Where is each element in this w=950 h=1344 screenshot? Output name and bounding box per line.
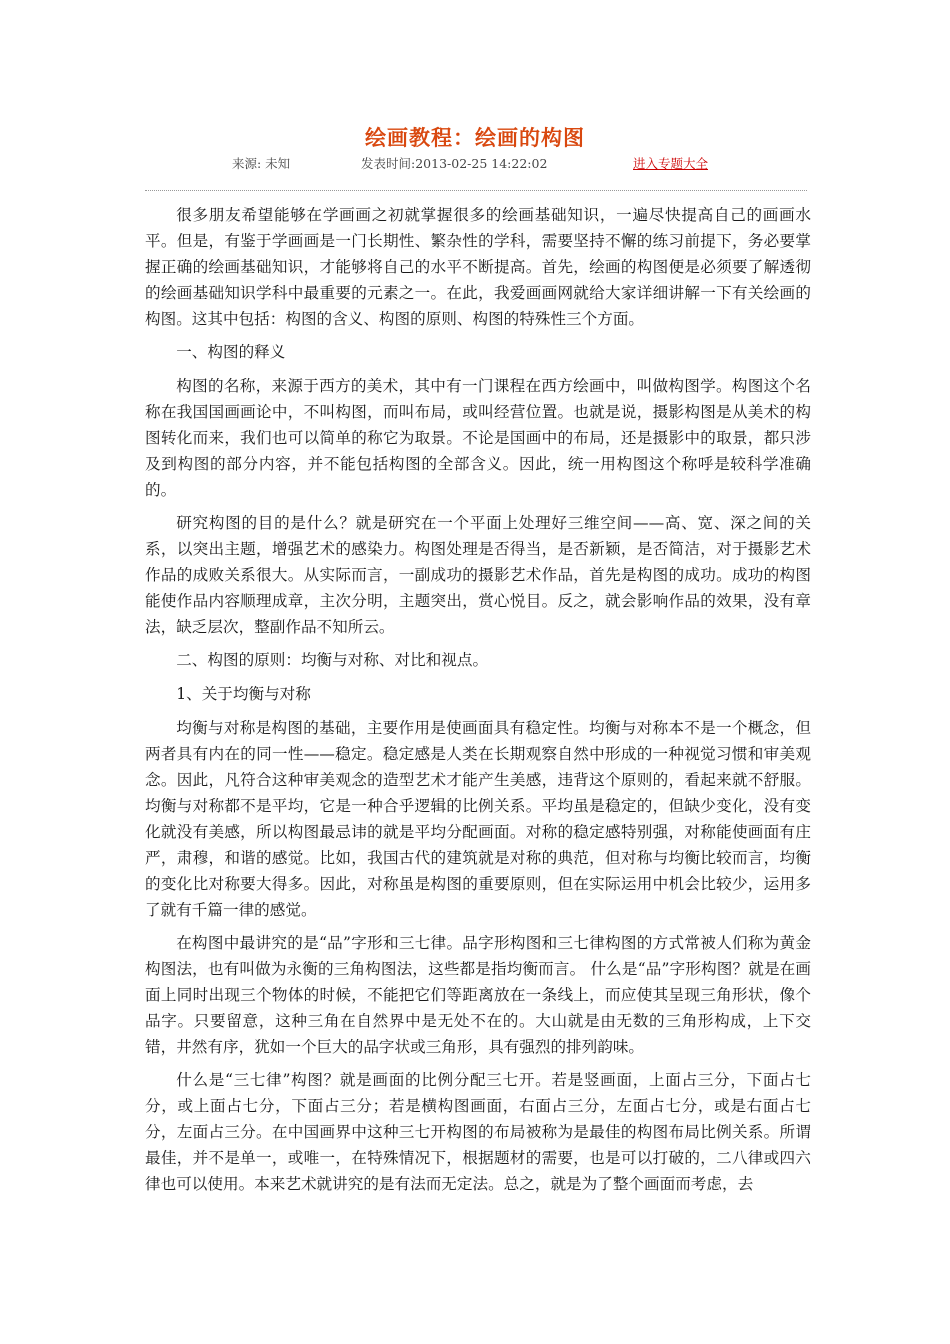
topic-index-link[interactable]: 进入专题大全 [633,156,709,171]
article-title: 绘画教程：绘画的构图 [365,126,585,150]
article-publish-time: 发表时间:2013-02-25 14:22:02 [361,156,548,171]
paragraph-definition: 构图的名称，来源于西方的美术，其中有一门课程在西方绘画中，叫做构图学。构图这个名称在我国国画画论中，不叫构图，而叫布局，或叫经营位置。也就是说，摄影构图是从美术的构图转化而来，我们也可以简单的称它为取景。不论是国画中的布局，还是摄影中的取景，都只涉及到构图的部分内容，并不能包括构图的全部含义。因此，统一用构图这个称呼是较科学准确的。 [145,377,811,499]
paragraph-triangle: 在构图中最讲究的是“品”字形和三七律。品字形构图和三七律构图的方式常被人们称为黄金构图法，也有叫做为永衡的三角构图法，这些都是指均衡而言。 什么是“品”字形构图？就是在画面上同时出现三个物体的时候，不能把它们等距离放在一条线上，而应使其呈现三角形状，像个品字。只要留意，这种三角在自然界中是无处不在的。大山就是由无数的三角形构成，上下交错，井然有序，犹如一个巨大的品字状或三角形，具有强烈的排列韵味。 [145,934,811,1056]
header-divider [145,190,807,191]
paragraph-three-seven: 什么是“三七律”构图？就是画面的比例分配三七开。若是竖画面，上面占三分，下面占七分，或上面占七分，下面占三分；若是横构图画面，右面占三分，左面占七分，或是右面占七分，左面占三分。在中国画界中这种三七开构图的布局被称为是最佳的构图布局比例关系。所谓最佳，并不是单一，或唯一，在特殊情况下，根据题材的需要，也是可以打破的，二八律或四六律也可以使用。本来艺术就讲究的是有法而无定法。总之，就是为了整个画面而考虑，去 [145,1071,811,1193]
section-heading-principles: 二、构图的原则：均衡与对称、对比和视点。 [176,651,489,669]
section-heading-definition: 一、构图的释义 [176,343,286,361]
article-source: 来源: 未知 [232,156,291,171]
subsection-heading-balance: 1、关于均衡与对称 [176,685,311,703]
paragraph-purpose: 研究构图的目的是什么？就是研究在一个平面上处理好三维空间——高、宽、深之间的关系，以突出主题，增强艺术的感染力。构图处理是否得当，是否新颖，是否简洁，对于摄影艺术作品的成败关系很大。从实际而言，一副成功的摄影艺术作品，首先是构图的成功。成功的构图能使作品内容顺理成章，主次分明，主题突出，赏心悦目。反之，就会影响作品的效果，没有章法，缺乏层次，整副作品不知所云。 [145,514,811,636]
article-body [145,202,811,1204]
paragraph-balance: 均衡与对称是构图的基础，主要作用是使画面具有稳定性。均衡与对称本不是一个概念，但两者具有内在的同一性——稳定。稳定感是人类在长期观察自然中形成的一种视觉习惯和审美观念。因此，凡符合这种审美观念的造型艺术才能产生美感，违背这个原则的，看起来就不舒服。均衡与对称都不是平均，它是一种合乎逻辑的比例关系。平均虽是稳定的，但缺少变化，没有变化就没有美感，所以构图最忌讳的就是平均分配画面。对称的稳定感特别强，对称能使画面有庄严，肃穆，和谐的感觉。比如，我国古代的建筑就是对称的典范，但对称与均衡比较而言，均衡的变化比对称要大得多。因此，对称虽是构图的重要原则，但在实际运用中机会比较少，运用多了就有千篇一律的感觉。 [145,719,811,919]
paragraph-intro: 很多朋友希望能够在学画画之初就掌握很多的绘画基础知识，一遍尽快提高自己的画画水平。但是，有鉴于学画画是一门长期性、繁杂性的学科，需要坚持不懈的练习前提下，务必要掌握正确的绘画基础知识，才能够将自己的水平不断提高。首先，绘画的构图便是必须要了解透彻的绘画基础知识学科中最重要的元素之一。在此，我爱画画网就给大家详细讲解一下有关绘画的构图。这其中包括：构图的含义、构图的原则、构图的特殊性三个方面。 [145,206,811,328]
